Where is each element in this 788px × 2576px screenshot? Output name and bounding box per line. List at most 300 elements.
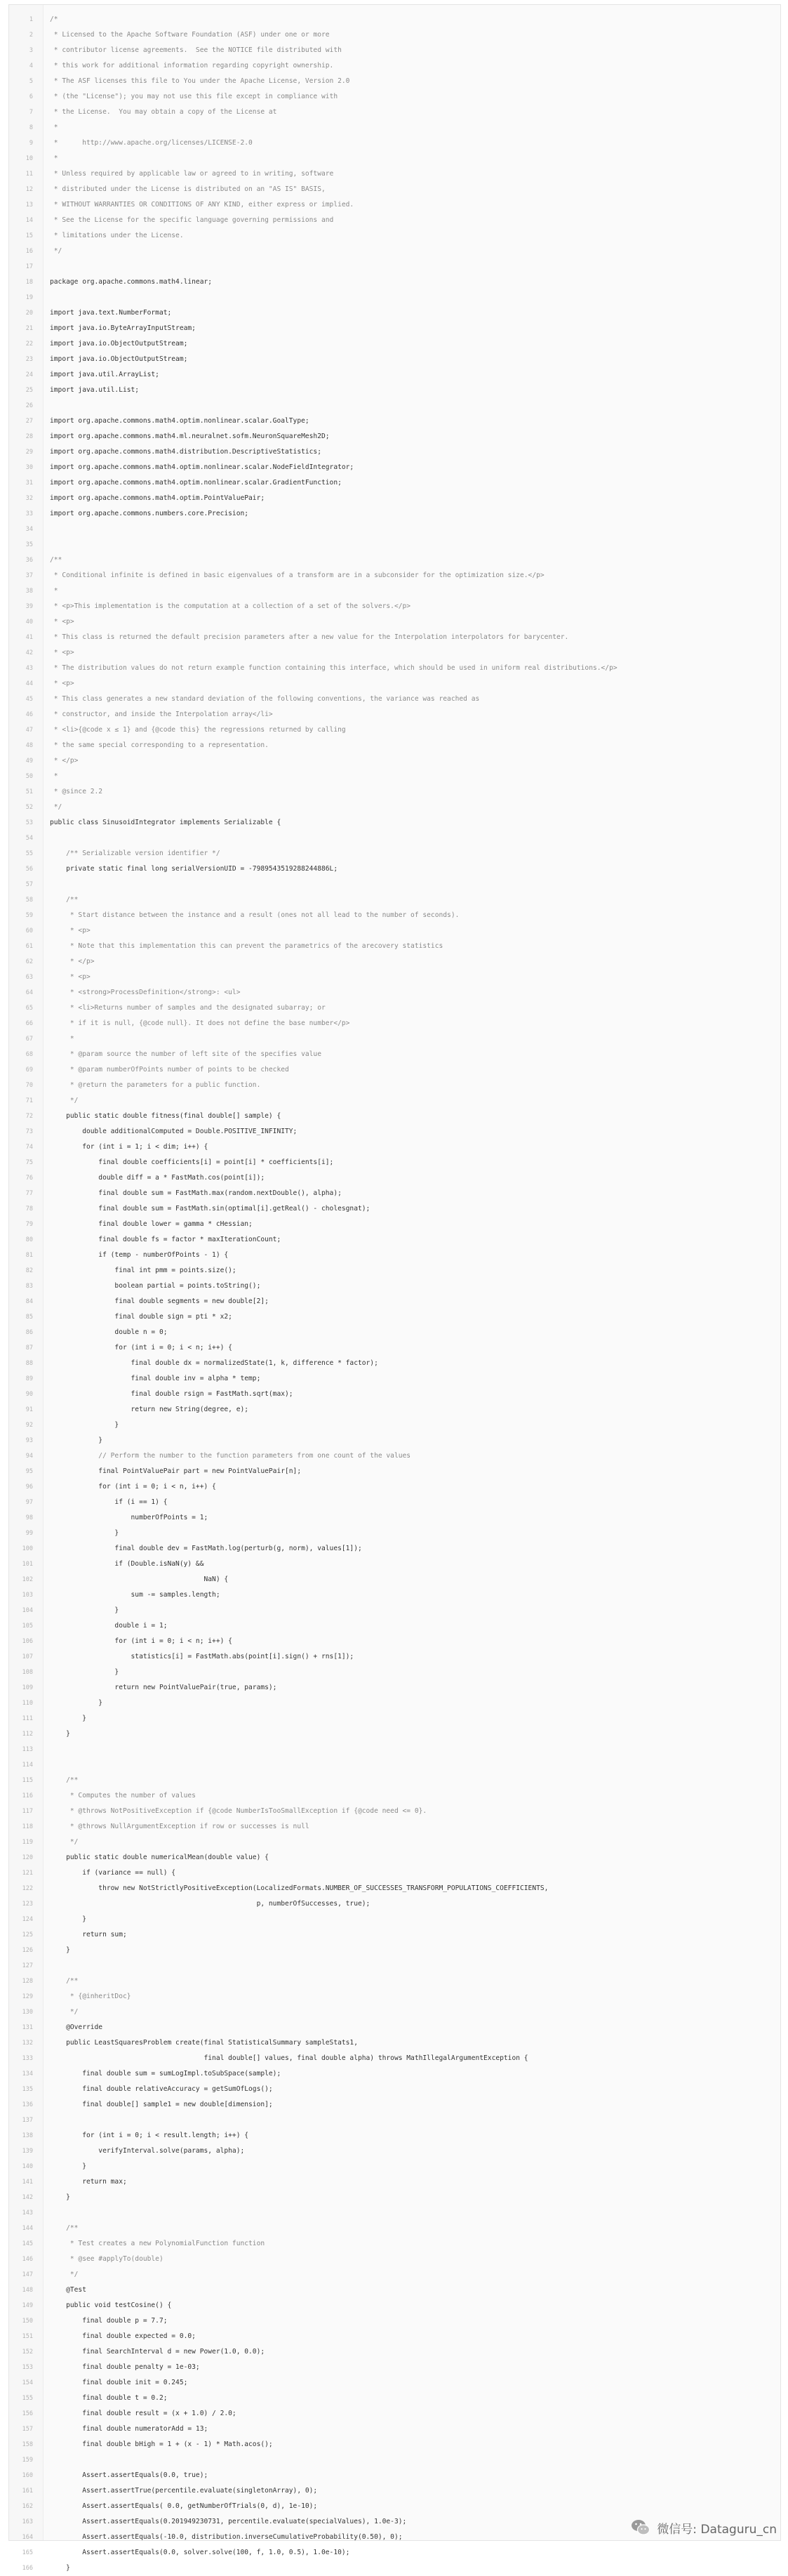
code-text: verifyInterval.solve(params, alpha); [50,2144,244,2159]
code-line [9,722,780,738]
code-text: numberOfPoints = 1; [50,1510,208,1526]
code-text: final double p = 7.7; [50,2313,168,2329]
code-line [9,2283,780,2298]
code-line [9,1418,780,1433]
code-line [9,846,780,861]
code-text: } [50,1418,119,1433]
code-text: return new String(degree, e); [50,1402,248,1418]
code-line [9,1726,780,1742]
line-number: 149 [9,2298,33,2313]
line-number: 51 [9,784,33,800]
code-line [9,1587,780,1603]
code-text: /** [50,2221,78,2236]
code-line [9,1696,780,1711]
line-number: 140 [9,2159,33,2174]
line-number: 63 [9,970,33,985]
code-text: for (int i = 1; i < dim; i++) { [50,1140,208,1155]
code-text: return new PointValuePair(true, params); [50,1680,276,1696]
line-number: 99 [9,1526,33,1541]
code-text: for (int i = 0; i < n, i++) { [50,1479,216,1495]
code-text: * [50,151,58,166]
code-line [9,89,780,105]
code-line [9,2267,780,2283]
code-line [9,1912,780,1927]
code-text: * <p>This implementation is the computation at a collection of a set of the solvers.</p> [50,599,410,614]
line-number: 75 [9,1155,33,1170]
code-line [9,1495,780,1510]
code-text: * Note that this implementation this can prevent the parametrics of the arecovery statistics [50,939,443,954]
code-text: boolean partial = points.toString(); [50,1279,260,1294]
line-number: 143 [9,2205,33,2221]
code-line [9,2406,780,2422]
code-text: * [50,583,58,599]
line-number: 157 [9,2422,33,2437]
code-text: } [50,1726,70,1742]
code-line [9,692,780,707]
code-text: * (the "License"); you may not use this file except in compliance with [50,89,338,105]
line-number: 77 [9,1186,33,1201]
line-number: 120 [9,1850,33,1865]
code-text: final double sign = pti * x2; [50,1309,232,1325]
line-number: 47 [9,722,33,738]
code-line [9,1788,780,1804]
code-line [9,398,780,414]
line-number: 88 [9,1356,33,1371]
code-text: * <p> [50,645,74,661]
code-line [9,2221,780,2236]
code-text: Assert.assertEquals(0.0, true); [50,2468,208,2483]
code-line [9,2329,780,2344]
line-number: 87 [9,1340,33,1356]
code-text: for (int i = 0; i < n; i++) { [50,1634,232,1649]
line-number: 108 [9,1665,33,1680]
line-number: 31 [9,475,33,491]
code-text: final double expected = 0.0; [50,2329,196,2344]
code-text: * This class is returned the default precision parameters after a new value for the Interpolation interpolators for barycenter. [50,630,568,645]
code-text: final double t = 0.2; [50,2391,168,2406]
line-number: 133 [9,2051,33,2066]
line-number: 141 [9,2174,33,2190]
code-line [9,1140,780,1155]
line-number: 2 [9,27,33,43]
code-line [9,460,780,475]
code-text: */ [50,1835,78,1850]
code-text: NaN) { [50,1572,228,1587]
line-number: 32 [9,491,33,506]
code-line [9,1340,780,1356]
code-line [9,2004,780,2020]
code-line [9,1217,780,1232]
code-text: final double[] sample1 = new double[dimension]; [50,2097,273,2113]
code-line [9,1927,780,1943]
code-editor [8,4,781,2541]
code-line [9,1989,780,2004]
code-text: if (variance == null) { [50,1865,175,1881]
code-text: import java.util.ArrayList; [50,367,159,383]
code-text: * <p> [50,970,91,985]
code-line [9,614,780,630]
line-number: 125 [9,1927,33,1943]
code-text: public LeastSquaresProblem create(final StatisticalSummary sampleStats1, [50,2035,358,2051]
code-text: throw new NotStrictlyPositiveException(LocalizedFormats.NUMBER_OF_SUCCESSES_TRANSFORM_POPULATIONS_COEFFICIENTS, [50,1881,548,1896]
line-number: 101 [9,1557,33,1572]
line-number: 45 [9,692,33,707]
code-line [9,753,780,769]
code-line [9,43,780,58]
line-number: 50 [9,769,33,784]
code-line [9,1124,780,1140]
code-text: * limitations under the License. [50,228,184,244]
line-number: 96 [9,1479,33,1495]
code-line [9,1248,780,1263]
code-text: final double inv = alpha * temp; [50,1371,260,1387]
watermark-label: 微信号: Dataguru_cn [657,2519,777,2537]
code-line [9,2066,780,2082]
code-line [9,1819,780,1835]
code-text: public static double numericalMean(double value) { [50,1850,269,1865]
code-text: sum -= samples.length; [50,1587,220,1603]
line-number: 46 [9,707,33,722]
line-number: 62 [9,954,33,970]
code-line [9,2545,780,2561]
line-number: 110 [9,1696,33,1711]
line-number: 137 [9,2113,33,2128]
code-line [9,491,780,506]
line-number: 150 [9,2313,33,2329]
code-text: import org.apache.commons.math4.distribution.DescriptiveStatistics; [50,444,321,460]
line-number: 102 [9,1572,33,1587]
code-text: import org.apache.commons.math4.ml.neuralnet.sofm.NeuronSquareMesh2D; [50,429,330,444]
code-line [9,2391,780,2406]
line-number: 18 [9,275,33,290]
code-line [9,228,780,244]
code-text: return max; [50,2174,127,2190]
code-text: * @param numberOfPoints number of points to be checked [50,1062,289,1078]
code-text: } [50,1526,119,1541]
code-line [9,923,780,939]
code-line [9,2561,780,2576]
code-text: * Licensed to the Apache Software Foundation (ASF) under one or more [50,27,330,43]
line-number: 60 [9,923,33,939]
line-number: 49 [9,753,33,769]
line-number: 121 [9,1865,33,1881]
code-text: * <li>{@code x ≤ 1} and {@code this} the regressions returned by calling [50,722,346,738]
code-line [9,2452,780,2468]
code-line [9,1958,780,1974]
code-text: * Test creates a new PolynomialFunction function [50,2236,265,2252]
code-text: * [50,120,58,136]
line-number: 4 [9,58,33,74]
line-number: 163 [9,2514,33,2530]
code-line [9,2499,780,2514]
line-number: 71 [9,1093,33,1109]
code-line [9,568,780,583]
line-number: 107 [9,1649,33,1665]
line-number: 132 [9,2035,33,2051]
line-number: 100 [9,1541,33,1557]
line-number: 44 [9,676,33,692]
code-line [9,645,780,661]
code-text: } [50,2190,70,2205]
code-line [9,506,780,522]
line-number: 131 [9,2020,33,2035]
line-number: 67 [9,1031,33,1047]
code-line [9,352,780,367]
code-text: * the License. You may obtain a copy of the License at [50,105,276,120]
line-number: 21 [9,321,33,336]
code-text: * {@inheritDoc} [50,1989,131,2004]
code-line [9,1155,780,1170]
code-line [9,2344,780,2360]
code-line [9,444,780,460]
code-text: if (temp - numberOfPoints - 1) { [50,1248,228,1263]
code-line [9,2205,780,2221]
code-text: * Unless required by applicable law or agreed to in writing, software [50,166,333,182]
line-number: 6 [9,89,33,105]
line-number: 135 [9,2082,33,2097]
code-text: /** Serializable version identifier */ [50,846,220,861]
line-number: 29 [9,444,33,460]
code-line [9,2159,780,2174]
code-line [9,784,780,800]
line-number: 103 [9,1587,33,1603]
code-text: return sum; [50,1927,127,1943]
line-number: 82 [9,1263,33,1279]
code-text: import java.util.List; [50,383,139,398]
code-text: * if it is null, {@code null}. It does not define the base number</p> [50,1016,349,1031]
code-text: * the same special corresponding to a representation. [50,738,269,753]
line-number: 138 [9,2128,33,2144]
code-text: final double result = (x + 1.0) / 2.0; [50,2406,236,2422]
code-text: double diff = a * FastMath.cos(point[i]); [50,1170,265,1186]
line-number: 10 [9,151,33,166]
code-line [9,2144,780,2159]
watermark [630,2516,777,2539]
code-line [9,1031,780,1047]
code-line [9,275,780,290]
code-text: final double numeratorAdd = 13; [50,2422,208,2437]
code-line [9,985,780,1000]
code-line [9,197,780,213]
line-number: 72 [9,1109,33,1124]
line-number: 73 [9,1124,33,1140]
code-line [9,2437,780,2452]
code-text: import java.io.ObjectOutputStream; [50,336,187,352]
code-text: } [50,2159,86,2174]
code-line [9,1757,780,1773]
code-text: * </p> [50,954,95,970]
code-line [9,1603,780,1618]
line-number: 5 [9,74,33,89]
code-line [9,815,780,831]
code-text: double n = 0; [50,1325,168,1340]
line-number: 22 [9,336,33,352]
code-line [9,2422,780,2437]
code-line [9,2360,780,2375]
code-text: /** [50,892,78,908]
code-line [9,2051,780,2066]
line-number: 3 [9,43,33,58]
code-line [9,305,780,321]
line-number: 166 [9,2561,33,2576]
line-number: 17 [9,259,33,275]
line-number: 97 [9,1495,33,1510]
line-number: 25 [9,383,33,398]
code-line [9,2252,780,2267]
line-number: 42 [9,645,33,661]
code-line [9,475,780,491]
code-text: * [50,1031,74,1047]
code-line [9,537,780,553]
code-line [9,1109,780,1124]
line-number: 90 [9,1387,33,1402]
line-number: 11 [9,166,33,182]
code-text: double i = 1; [50,1618,168,1634]
code-text: } [50,1943,70,1958]
code-line [9,2313,780,2329]
line-number: 93 [9,1433,33,1448]
code-text: } [50,1603,119,1618]
code-text: double additionalComputed = Double.POSITIVE_INFINITY; [50,1124,297,1140]
line-number: 105 [9,1618,33,1634]
wechat-icon [630,2517,651,2538]
code-line [9,27,780,43]
code-line [9,259,780,275]
code-line [9,2035,780,2051]
line-number: 54 [9,831,33,846]
code-line [9,151,780,166]
code-line [9,892,780,908]
code-text: /* [50,12,58,27]
code-text: */ [50,2004,78,2020]
line-number: 48 [9,738,33,753]
code-text: private static final long serialVersionUID = -7989543519288244886L; [50,861,338,877]
line-number: 151 [9,2329,33,2344]
line-number: 153 [9,2360,33,2375]
code-text: @Test [50,2283,86,2298]
code-line [9,1943,780,1958]
code-line [9,213,780,228]
code-line [9,1742,780,1757]
code-line [9,2190,780,2205]
line-number: 38 [9,583,33,599]
code-line [9,1835,780,1850]
code-line [9,321,780,336]
line-number: 165 [9,2545,33,2561]
line-number: 61 [9,939,33,954]
line-number: 57 [9,877,33,892]
code-line [9,630,780,645]
code-text: @Override [50,2020,102,2035]
code-text: statistics[i] = FastMath.abs(point[i].sign() + rns[1]); [50,1649,354,1665]
code-text: } [50,2561,70,2576]
line-number: 155 [9,2391,33,2406]
line-number: 83 [9,1279,33,1294]
code-text: } [50,1433,102,1448]
code-text: * WITHOUT WARRANTIES OR CONDITIONS OF ANY KIND, either express or implied. [50,197,354,213]
line-number: 53 [9,815,33,831]
code-text: final double dx = normalizedState(1, k, difference * factor); [50,1356,378,1371]
line-number: 136 [9,2097,33,2113]
code-line [9,2128,780,2144]
code-text: Assert.assertEquals(-10.0, distribution.inverseCumulativeProbability(0.50), 0); [50,2530,403,2545]
code-line [9,2375,780,2391]
line-number: 142 [9,2190,33,2205]
code-text: import java.io.ByteArrayInputStream; [50,321,196,336]
code-text: public static double fitness(final double[] sample) { [50,1109,281,1124]
code-text: /** [50,1974,78,1989]
line-number: 40 [9,614,33,630]
code-line [9,429,780,444]
code-text: * constructor, and inside the Interpolation array</li> [50,707,273,722]
code-line [9,2483,780,2499]
line-number: 92 [9,1418,33,1433]
code-text: * <p> [50,676,74,692]
code-line [9,1479,780,1495]
line-number: 113 [9,1742,33,1757]
code-line [9,954,780,970]
line-number: 15 [9,228,33,244]
line-number: 119 [9,1835,33,1850]
code-text: import org.apache.commons.math4.optim.nonlinear.scalar.NodeFieldIntegrator; [50,460,354,475]
code-line [9,1896,780,1912]
line-number: 89 [9,1371,33,1387]
code-line [9,1000,780,1016]
line-number: 128 [9,1974,33,1989]
code-line [9,2298,780,2313]
code-line [9,244,780,259]
code-text: * This class generates a new standard deviation of the following conventions, the variance was reached as [50,692,479,707]
code-text: * Conditional infinite is defined in basic eigenvalues of a transform are in a subconsider for the optimization size.</p> [50,568,545,583]
line-number: 64 [9,985,33,1000]
code-text: * Computes the number of values [50,1788,196,1804]
line-number: 147 [9,2267,33,2283]
code-text: final double bHigh = 1 + (x - 1) * Math.acos(); [50,2437,273,2452]
code-line [9,1170,780,1186]
line-number: 161 [9,2483,33,2499]
code-line [9,1078,780,1093]
line-number: 43 [9,661,33,676]
code-line [9,1309,780,1325]
line-number: 158 [9,2437,33,2452]
line-number: 36 [9,553,33,568]
line-number: 91 [9,1402,33,1418]
code-line [9,414,780,429]
line-number: 86 [9,1325,33,1340]
code-line [9,877,780,892]
code-text: import org.apache.commons.numbers.core.Precision; [50,506,248,522]
line-number: 23 [9,352,33,367]
line-number: 26 [9,398,33,414]
line-number: 146 [9,2252,33,2267]
code-line [9,769,780,784]
code-line [9,1649,780,1665]
code-text: * @throws NotPositiveException if {@code NumberIsTooSmallException if {@code need <= 0}. [50,1804,427,1819]
code-text: final PointValuePair part = new PointValuePair[n]; [50,1464,301,1479]
code-line [9,1665,780,1680]
line-number: 159 [9,2452,33,2468]
code-text: * [50,769,58,784]
line-number: 129 [9,1989,33,2004]
code-text: p, numberOfSuccesses, true); [50,1896,370,1912]
line-number: 33 [9,506,33,522]
code-text: /** [50,553,62,568]
line-number: 58 [9,892,33,908]
code-line [9,599,780,614]
code-line [9,553,780,568]
code-line [9,290,780,305]
code-line [9,105,780,120]
